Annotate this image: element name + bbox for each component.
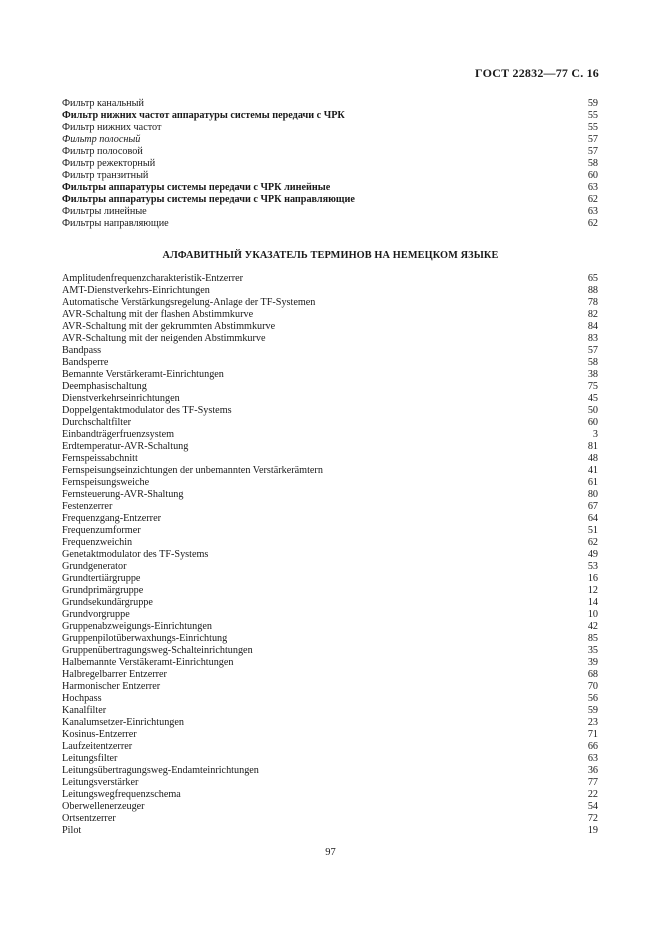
- index-page-ref: 58: [587, 357, 598, 368]
- index-term: Grundgenerator: [62, 561, 127, 572]
- russian-index-row: [62, 206, 598, 218]
- german-index-row: [62, 669, 598, 681]
- index-term: Фильтр полосовой: [62, 146, 143, 157]
- index-term: Grundsekundärgruppe: [62, 597, 153, 608]
- russian-index-row: [62, 98, 598, 110]
- german-index-row: [62, 429, 598, 441]
- index-page-ref: 56: [587, 693, 598, 704]
- index-page-ref: 59: [587, 98, 598, 109]
- index-page-ref: 57: [587, 345, 598, 356]
- german-index-row: [62, 609, 598, 621]
- index-term: AVR-Schaltung mit der flashen Abstimmkurve: [62, 309, 254, 320]
- german-index-row: [62, 693, 598, 705]
- index-page-ref: 57: [587, 146, 598, 157]
- german-index-row: [62, 573, 598, 585]
- index-term: Harmonischer Entzerrer: [62, 681, 161, 692]
- index-term: Fernspeisungseinzichtungen der unbemannten Verstärkerämtern: [62, 465, 323, 476]
- german-index-row: [62, 597, 598, 609]
- index-term: Frequenzumformer: [62, 525, 141, 536]
- german-index-row: [62, 813, 598, 825]
- index-term: Фильтры линейные: [62, 206, 147, 217]
- russian-index-row: [62, 170, 598, 182]
- german-index-row: [62, 549, 598, 561]
- german-index-row: [62, 393, 598, 405]
- index-term: Grundtertiärgruppe: [62, 573, 141, 584]
- index-page-ref: 12: [587, 585, 598, 596]
- german-index-row: [62, 705, 598, 717]
- index-page-ref: 57: [587, 134, 598, 145]
- index-term: Фильтры аппаратуры системы передачи с ЧРК линейные: [62, 182, 331, 193]
- index-page-ref: 65: [587, 273, 598, 284]
- german-index-row: [62, 453, 598, 465]
- russian-index-row: [62, 146, 598, 158]
- index-term: Leitungsfilter: [62, 753, 118, 764]
- index-page-ref: 80: [587, 489, 598, 500]
- index-page-ref: 60: [587, 417, 598, 428]
- index-page-ref: 61: [587, 477, 598, 488]
- index-term: AVR-Schaltung mit der gekrummten Abstimmkurve: [62, 321, 276, 332]
- index-term: Bandpass: [62, 345, 102, 356]
- index-page-ref: 83: [587, 333, 598, 344]
- index-term: AMT-Dienstverkehrs-Einrichtungen: [62, 285, 210, 296]
- german-index-row: [62, 357, 598, 369]
- index-page-ref: 39: [587, 657, 598, 668]
- german-index-row: [62, 717, 598, 729]
- index-page-ref: 16: [587, 573, 598, 584]
- russian-index-row: [62, 158, 598, 170]
- index-term: Erdtemperatur-AVR-Schaltung: [62, 441, 189, 452]
- index-term: Durchschaltfilter: [62, 417, 132, 428]
- russian-index-row: [62, 110, 598, 122]
- index-term: Halbemannte Verstäkeramt-Einrichtungen: [62, 657, 234, 668]
- index-page-ref: 59: [587, 705, 598, 716]
- index-term: Bemannte Verstärkeramt-Einrichtungen: [62, 369, 224, 380]
- german-index-row: [62, 525, 598, 537]
- index-page-ref: 62: [587, 218, 598, 229]
- german-index-row: [62, 681, 598, 693]
- index-page-ref: 82: [587, 309, 598, 320]
- index-page-ref: 60: [587, 170, 598, 181]
- index-term: Fernspeissabchnitt: [62, 453, 138, 464]
- index-term: Фильтр транзитный: [62, 170, 149, 181]
- index-term: Bandsperre: [62, 357, 109, 368]
- index-page-ref: 58: [587, 158, 598, 169]
- index-page-ref: 71: [587, 729, 598, 740]
- german-index-row: [62, 381, 598, 393]
- index-term: Doppelgentaktmodulator des TF-Systems: [62, 405, 232, 416]
- index-page-ref: 55: [587, 122, 598, 133]
- index-page-ref: 77: [587, 777, 598, 788]
- german-index-row: [62, 513, 598, 525]
- russian-index-row: [62, 194, 598, 206]
- index-page-ref: 63: [587, 206, 598, 217]
- index-term: Grundprimärgruppe: [62, 585, 144, 596]
- index-page-ref: 49: [587, 549, 598, 560]
- german-index-row: [62, 537, 598, 549]
- german-index-row: [62, 489, 598, 501]
- index-term: Pilot: [62, 825, 82, 836]
- german-index-row: [62, 273, 598, 285]
- german-terms-list: [62, 273, 598, 837]
- index-term: Festenzerrer: [62, 501, 113, 512]
- german-index-row: [62, 501, 598, 513]
- german-index-row: [62, 729, 598, 741]
- index-page-ref: 62: [587, 194, 598, 205]
- index-term: Фильтр канальный: [62, 98, 144, 109]
- index-page-ref: 62: [587, 537, 598, 548]
- index-page-ref: 67: [587, 501, 598, 512]
- index-page-ref: 68: [587, 669, 598, 680]
- index-page-ref: 63: [587, 753, 598, 764]
- index-page-ref: 19: [587, 825, 598, 836]
- index-term: Amplitudenfrequenzcharakteristik-Entzerrer: [62, 273, 244, 284]
- index-term: Gruppenpilotüberwaxhungs-Einrichtung: [62, 633, 228, 644]
- page-header: ГОСТ 22832—77 С. 16: [475, 66, 599, 80]
- index-term: Kosinus-Entzerrer: [62, 729, 137, 740]
- index-term: Kanalumsetzer-Einrichtungen: [62, 717, 184, 728]
- index-page-ref: 55: [587, 110, 598, 121]
- index-term: Фильтр полосный: [62, 134, 141, 145]
- index-term: Deemphasischaltung: [62, 381, 147, 392]
- german-index-row: [62, 765, 598, 777]
- russian-index-row: [62, 182, 598, 194]
- index-term: Automatische Verstärkungsregelung-Anlage der TF-Systemen: [62, 297, 316, 308]
- german-index-row: [62, 657, 598, 669]
- index-term: Frequenzgang-Entzerrer: [62, 513, 161, 524]
- index-page-ref: 23: [587, 717, 598, 728]
- german-index-row: [62, 789, 598, 801]
- index-page-ref: 72: [587, 813, 598, 824]
- german-index-row: [62, 741, 598, 753]
- german-index-row: [62, 333, 598, 345]
- index-page-ref: 66: [587, 741, 598, 752]
- index-term: Frequenzweichin: [62, 537, 133, 548]
- index-page-ref: 53: [587, 561, 598, 572]
- index-page-ref: 45: [587, 393, 598, 404]
- index-term: Halbregelbarrer Entzerrer: [62, 669, 167, 680]
- russian-index-row: [62, 218, 598, 230]
- index-page-ref: 70: [587, 681, 598, 692]
- german-index-row: [62, 297, 598, 309]
- index-page-ref: 64: [587, 513, 598, 524]
- index-page-ref: 3: [592, 429, 598, 440]
- index-term: Фильтр нижних частот: [62, 122, 162, 133]
- index-page-ref: 36: [587, 765, 598, 776]
- index-term: Einbandträgerfruenzsystem: [62, 429, 175, 440]
- index-term: Фильтр нижних частот аппаратуры системы передачи с ЧРК: [62, 110, 345, 121]
- index-page-ref: 42: [587, 621, 598, 632]
- index-term: Leitungswegfrequenzschema: [62, 789, 181, 800]
- index-page-ref: 10: [587, 609, 598, 620]
- index-term: Leitungsverstärker: [62, 777, 139, 788]
- german-index-row: [62, 825, 598, 837]
- german-index-row: [62, 621, 598, 633]
- index-page-ref: 35: [587, 645, 598, 656]
- index-page-ref: 14: [587, 597, 598, 608]
- german-index-row: [62, 465, 598, 477]
- index-term: AVR-Schaltung mit der neigenden Abstimmkurve: [62, 333, 266, 344]
- german-index-row: [62, 801, 598, 813]
- index-term: Gruppenübertragungsweg-Schalteinrichtungen: [62, 645, 253, 656]
- index-page-ref: 75: [587, 381, 598, 392]
- index-term: Фильтры аппаратуры системы передачи с ЧРК направляющие: [62, 194, 355, 205]
- russian-index-row: [62, 134, 598, 146]
- german-index-row: [62, 561, 598, 573]
- index-term: Leitungsübertragungsweg-Endamteinrichtungen: [62, 765, 259, 776]
- german-index-row: [62, 345, 598, 357]
- index-page-ref: 38: [587, 369, 598, 380]
- german-index-row: [62, 405, 598, 417]
- page-number: 97: [325, 847, 336, 858]
- german-index-row: [62, 441, 598, 453]
- german-index-row: [62, 585, 598, 597]
- index-term: Fernspeisungsweiche: [62, 477, 150, 488]
- index-term: Ortsentzerrer: [62, 813, 116, 824]
- german-index-row: [62, 369, 598, 381]
- german-index-row: [62, 753, 598, 765]
- index-term: Фильтры направляющие: [62, 218, 169, 229]
- index-page-ref: 41: [587, 465, 598, 476]
- index-term: Gruppenabzweigungs-Einrichtungen: [62, 621, 212, 632]
- german-index-row: [62, 417, 598, 429]
- german-index-row: [62, 645, 598, 657]
- german-index-row: [62, 477, 598, 489]
- index-page-ref: 48: [587, 453, 598, 464]
- index-term: Dienstverkehrseinrichtungen: [62, 393, 180, 404]
- index-page-ref: 50: [587, 405, 598, 416]
- index-page-ref: 88: [587, 285, 598, 296]
- german-index-row: [62, 321, 598, 333]
- russian-index-row: [62, 122, 598, 134]
- index-term: Genetaktmodulator des TF-Systems: [62, 549, 209, 560]
- index-term: Kanalfilter: [62, 705, 107, 716]
- index-page-ref: 54: [587, 801, 598, 812]
- index-term: Laufzeitentzerrer: [62, 741, 133, 752]
- german-index-row: [62, 777, 598, 789]
- index-page-ref: 22: [587, 789, 598, 800]
- index-page-ref: 85: [587, 633, 598, 644]
- russian-terms-list: [62, 98, 598, 230]
- index-page-ref: 51: [587, 525, 598, 536]
- german-index-row: [62, 633, 598, 645]
- index-term: Oberwellenerzeuger: [62, 801, 145, 812]
- index-page-ref: 81: [587, 441, 598, 452]
- index-page-ref: 63: [587, 182, 598, 193]
- index-page-ref: 78: [587, 297, 598, 308]
- index-term: Hochpass: [62, 693, 102, 704]
- german-index-row: [62, 309, 598, 321]
- section-title: АЛФАВИТНЫЙ УКАЗАТЕЛЬ ТЕРМИНОВ НА НЕМЕЦКОМ ЯЗЫКЕ: [162, 250, 499, 261]
- index-term: Grundvorgruppe: [62, 609, 130, 620]
- index-term: Fernsteuerung-AVR-Shaltung: [62, 489, 184, 500]
- index-page-ref: 84: [587, 321, 598, 332]
- german-index-row: [62, 285, 598, 297]
- index-term: Фильтр режекторный: [62, 158, 156, 169]
